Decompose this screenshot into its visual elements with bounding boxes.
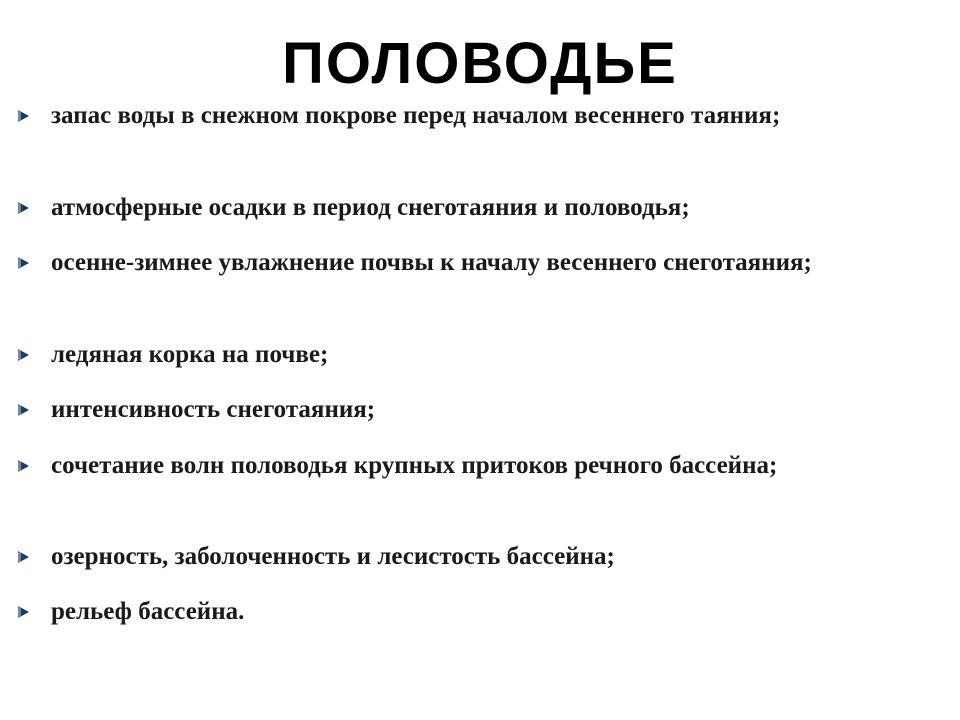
list-item: атмосферные осадки в период снеготаяния и половодья; xyxy=(51,194,690,221)
list-item: ледяная корка на почве; xyxy=(51,341,329,368)
slide-title: ПОЛОВОДЬЕ xyxy=(282,31,678,96)
list-item: интенсивность снеготаяния; xyxy=(51,396,376,423)
triangle-bullet-icon xyxy=(17,348,30,362)
list-item: запас воды в снежном покрове перед началом весеннего таяния; xyxy=(51,102,781,129)
triangle-bullet-icon xyxy=(17,459,30,473)
triangle-bullet-icon xyxy=(17,109,30,123)
list-item: осенне-зимнее увлажнение почвы к началу весеннего снеготаяния; xyxy=(51,249,812,276)
triangle-bullet-icon xyxy=(17,605,30,619)
triangle-bullet-icon xyxy=(17,256,30,270)
list-item: рельеф бассейна. xyxy=(51,598,245,625)
list-item: сочетание волн половодья крупных притоков речного бассейна; xyxy=(51,452,778,479)
triangle-bullet-icon xyxy=(17,201,30,215)
triangle-bullet-icon xyxy=(17,550,30,564)
list-item: озерность, заболоченность и лесистость бассейна; xyxy=(51,543,615,570)
triangle-bullet-icon xyxy=(17,403,30,417)
